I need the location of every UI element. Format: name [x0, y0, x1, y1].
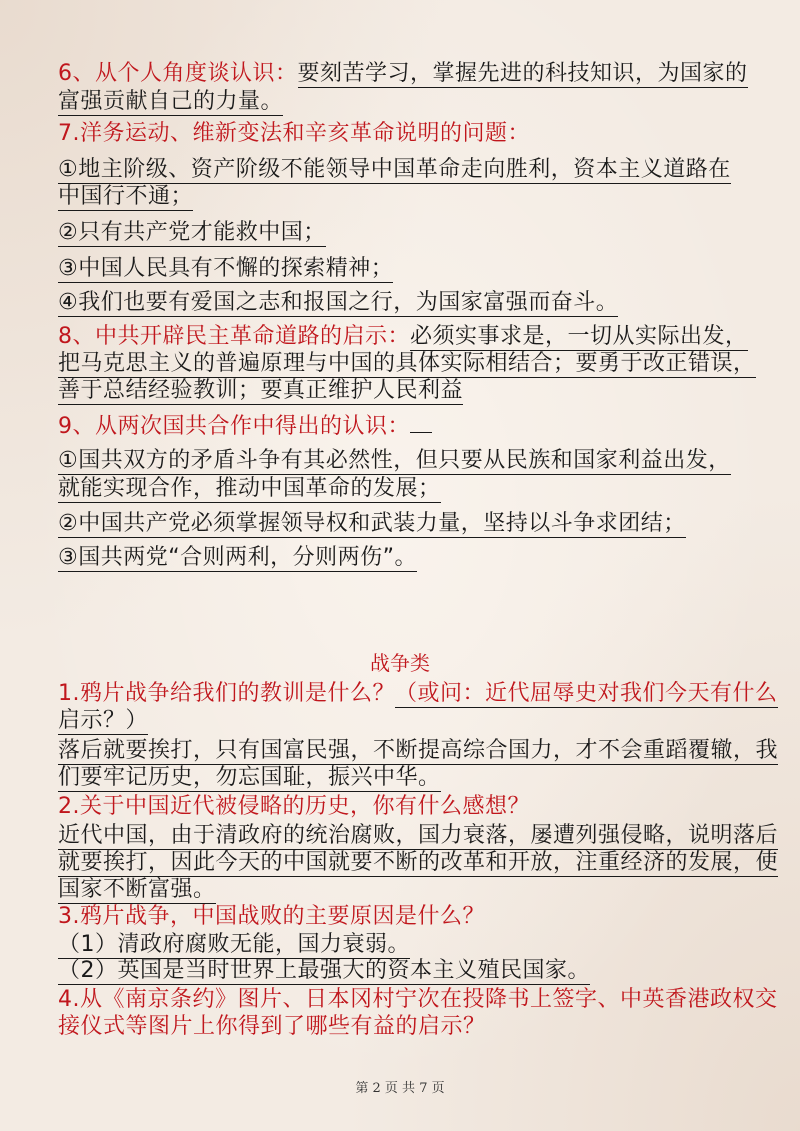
war-2-answer-2	[58, 849, 778, 877]
item-7-point-3	[58, 255, 393, 283]
item-7-question: 7.洋务运动、维新变法和辛亥革命说明的问题：	[58, 121, 530, 146]
item-7-point-1-text-cont: 中国行不通；	[58, 184, 194, 209]
war-1-answer-1	[58, 737, 778, 765]
item-9-question-line	[58, 413, 432, 441]
war-3-question-line	[58, 903, 485, 931]
item-8-line-2	[58, 350, 756, 378]
war-1-answer-text-cont: 们要牢记历史，勿忘国耻，振兴中华。	[58, 765, 441, 790]
item-6-line-1	[58, 60, 748, 88]
item-7-point-2-text: ②只有共产党才能救中国；	[58, 220, 326, 245]
page-number: 第 2 页 共 7 页	[355, 1081, 445, 1096]
war-4-question-cont: 接仪式等图片上你得到了哪些有益的启示？	[58, 1014, 486, 1039]
war-4-question-line-2	[58, 1013, 486, 1041]
item-7-question-line	[58, 120, 530, 148]
item-9-point-3-text: ③国共两党“合则两利，分则两伤”。	[58, 545, 418, 570]
item-8-answer: 必须实事求是，一切从实际出发，	[410, 324, 748, 349]
item-7-point-1-cont	[58, 183, 193, 211]
war-2-answer-text: 近代中国，由于清政府的统治腐败，国力衰落，屡遭列强侵略，说明落后	[58, 823, 779, 848]
war-4-question: 4.从《南京条约》图片、日本冈村宁次在投降书上签字、中英香港政权交	[58, 987, 778, 1012]
war-1-question: 1.鸦片战争给我们的教训是什么？	[58, 681, 395, 706]
war-4-question-line	[58, 986, 778, 1014]
war-1-question-cont	[58, 707, 148, 735]
section-title: 战争类	[370, 651, 430, 675]
item-8-question: 8、中共开辟民主革命道路的启示：	[58, 324, 410, 349]
item-6-line-2	[58, 88, 283, 116]
war-1-question-alt-cont: 启示？）	[58, 708, 149, 733]
war-2-question-line	[58, 793, 530, 821]
war-3-answer-1	[58, 931, 410, 959]
item-6-answer: 要刻苦学习，掌握先进的科技知识，为国家的	[297, 61, 748, 86]
item-9-point-1	[58, 447, 731, 475]
item-9-point-2-text: ②中国共产党必须掌握领导权和武装力量，坚持以斗争求团结；	[58, 511, 686, 536]
item-9-point-3	[58, 544, 417, 572]
item-7-point-2	[58, 219, 326, 247]
item-9-point-1-text-cont: 就能实现合作，推动中国革命的发展；	[58, 476, 441, 501]
item-9-point-2	[58, 510, 686, 538]
item-8-line-1	[58, 323, 748, 351]
item-8-answer-cont-1: 把马克思主义的普遍原理与中国的具体实际相结合；要勇于改正错误，	[58, 351, 756, 376]
war-2-question: 2.关于中国近代被侵略的历史，你有什么感想？	[58, 794, 530, 819]
item-6-question: 6、从个人角度谈认识：	[58, 61, 298, 86]
item-7-point-3-text: ③中国人民具有不懈的探索精神；	[58, 256, 394, 281]
item-9-point-1-text: ①国共双方的矛盾斗争有其必然性，但只要从民族和国家利益出发，	[58, 448, 731, 473]
item-7-point-1	[58, 156, 731, 184]
item-9-blank	[410, 431, 432, 433]
item-9-point-1-cont	[58, 475, 441, 503]
war-1-answer-2	[58, 764, 441, 792]
war-1-answer-text: 落后就要挨打，只有国富民强，不断提高综合国力，才不会重蹈覆辙，我	[58, 738, 779, 763]
war-3-answer-2	[58, 957, 590, 985]
war-2-answer-text-cont-2: 国家不断富强。	[58, 877, 216, 902]
item-9-question: 9、从两次国共合作中得出的认识：	[58, 414, 410, 439]
item-7-point-4-text: ④我们也要有爱国之志和报国之行，为国家富强而奋斗。	[58, 290, 619, 315]
war-3-question: 3.鸦片战争，中国战败的主要原因是什么？	[58, 904, 485, 929]
war-1-question-alt: （或问：近代屈辱史对我们今天有什么	[395, 681, 778, 706]
war-2-answer-3	[58, 876, 216, 904]
item-6-answer-cont: 富强贡献自己的力量。	[58, 89, 284, 114]
item-8-line-3	[58, 377, 463, 405]
war-2-answer-text-cont: 就要挨打，因此今天的中国就要不断的改革和开放，注重经济的发展，使	[58, 850, 779, 875]
war-1-question-line	[58, 680, 778, 708]
war-3-answer-text-1: （1）清政府腐败无能，国力衰弱。	[58, 932, 410, 957]
item-7-point-4	[58, 289, 618, 317]
item-7-point-1-text: ①地主阶级、资产阶级不能领导中国革命走向胜利，资本主义道路在	[58, 157, 731, 182]
item-8-answer-cont-2: 善于总结经验教训；要真正维护人民利益	[58, 378, 464, 403]
war-2-answer-1	[58, 822, 778, 850]
war-3-answer-text-2: （2）英国是当时世界上最强大的资本主义殖民国家。	[58, 958, 590, 983]
